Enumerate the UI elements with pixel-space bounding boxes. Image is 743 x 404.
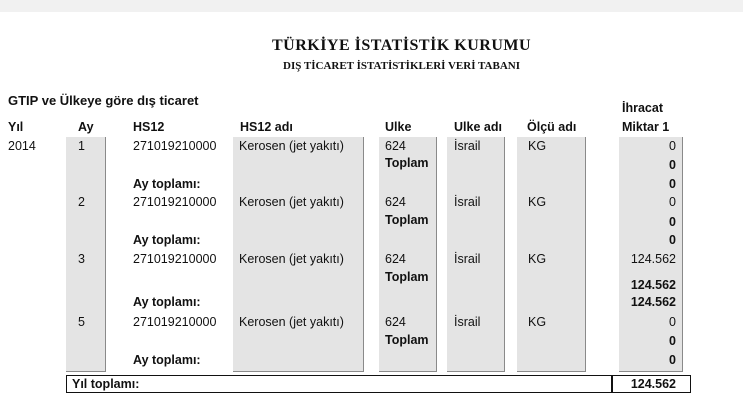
hs12-code: 271019210000 — [133, 315, 217, 329]
toplam-value: 0 — [669, 158, 676, 172]
ay-toplami-value: 0 — [669, 177, 676, 191]
month-value: 3 — [78, 252, 85, 266]
ay-toplami-label: Ay toplamı: — [133, 177, 201, 191]
toplam-label: Toplam — [385, 333, 429, 347]
toplam-label: Toplam — [385, 156, 429, 170]
country-name: İsrail — [454, 195, 481, 209]
toplam-value: 0 — [669, 215, 676, 229]
country-code: 624 — [385, 252, 406, 266]
month-value: 5 — [78, 315, 85, 329]
hs12-code: 271019210000 — [133, 139, 217, 153]
unit-name: KG — [528, 315, 547, 329]
unit-name: KG — [528, 139, 547, 153]
year-total-divider — [611, 375, 613, 393]
toplam-label: Toplam — [385, 213, 429, 227]
section-title: GTIP ve Ülkeye göre dış ticaret — [8, 93, 199, 108]
ay-toplami-label: Ay toplamı: — [133, 295, 201, 309]
ay-toplami-value: 124.562 — [630, 295, 676, 309]
toplam-label: Toplam — [385, 270, 429, 284]
hs12-code: 271019210000 — [133, 252, 217, 266]
country-name: İsrail — [454, 139, 481, 153]
month-value: 2 — [78, 195, 85, 209]
ay-toplami-label: Ay toplamı: — [133, 233, 201, 247]
country-code: 624 — [385, 139, 406, 153]
col-header-hs12-adi: HS12 adı — [240, 120, 293, 134]
col-header-ulke: Ulke — [385, 120, 412, 134]
toplam-value: 124.562 — [630, 278, 676, 292]
year-value: 2014 — [8, 139, 36, 153]
country-code: 624 — [385, 195, 406, 209]
database-subtitle: DIŞ TİCARET İSTATİSTİKLERİ VERİ TABANI — [283, 60, 520, 72]
product-name: Kerosen (jet yakıtı) — [239, 315, 344, 329]
country-name: İsrail — [454, 315, 481, 329]
col-header-miktar: Miktar 1 — [622, 120, 670, 134]
ay-toplami-label: Ay toplamı: — [133, 353, 201, 367]
toplam-value: 0 — [669, 334, 676, 348]
col-header-yil: Yıl — [8, 120, 24, 134]
year-total-box — [66, 375, 691, 393]
country-name: İsrail — [454, 252, 481, 266]
unit-name: KG — [528, 252, 547, 266]
quantity-value: 124.562 — [630, 252, 676, 266]
quantity-value: 0 — [669, 315, 676, 329]
ay-toplami-value: 0 — [669, 233, 676, 247]
quantity-value: 0 — [669, 139, 676, 153]
institution-title: TÜRKİYE İSTATİSTİK KURUMU — [271, 37, 532, 54]
hs12-code: 271019210000 — [133, 195, 217, 209]
product-name: Kerosen (jet yakıtı) — [239, 195, 344, 209]
quantity-value: 0 — [669, 195, 676, 209]
col-header-ay: Ay — [78, 120, 94, 134]
top-band — [0, 0, 743, 12]
year-total-value: 124.562 — [630, 377, 676, 391]
year-total-label: Yıl toplamı: — [72, 377, 140, 391]
country-code: 624 — [385, 315, 406, 329]
ay-toplami-value: 0 — [669, 353, 676, 367]
product-name: Kerosen (jet yakıtı) — [239, 252, 344, 266]
product-name: Kerosen (jet yakıtı) — [239, 139, 344, 153]
col-header-hs12: HS12 — [133, 120, 165, 134]
col-header-ulke-adi: Ulke adı — [454, 120, 502, 134]
col-header-olcu-adi: Ölçü adı — [527, 120, 577, 134]
unit-name: KG — [528, 195, 547, 209]
ay-column-shade — [66, 137, 106, 372]
col-header-ihracat: İhracat — [622, 101, 663, 115]
month-value: 1 — [78, 139, 85, 153]
